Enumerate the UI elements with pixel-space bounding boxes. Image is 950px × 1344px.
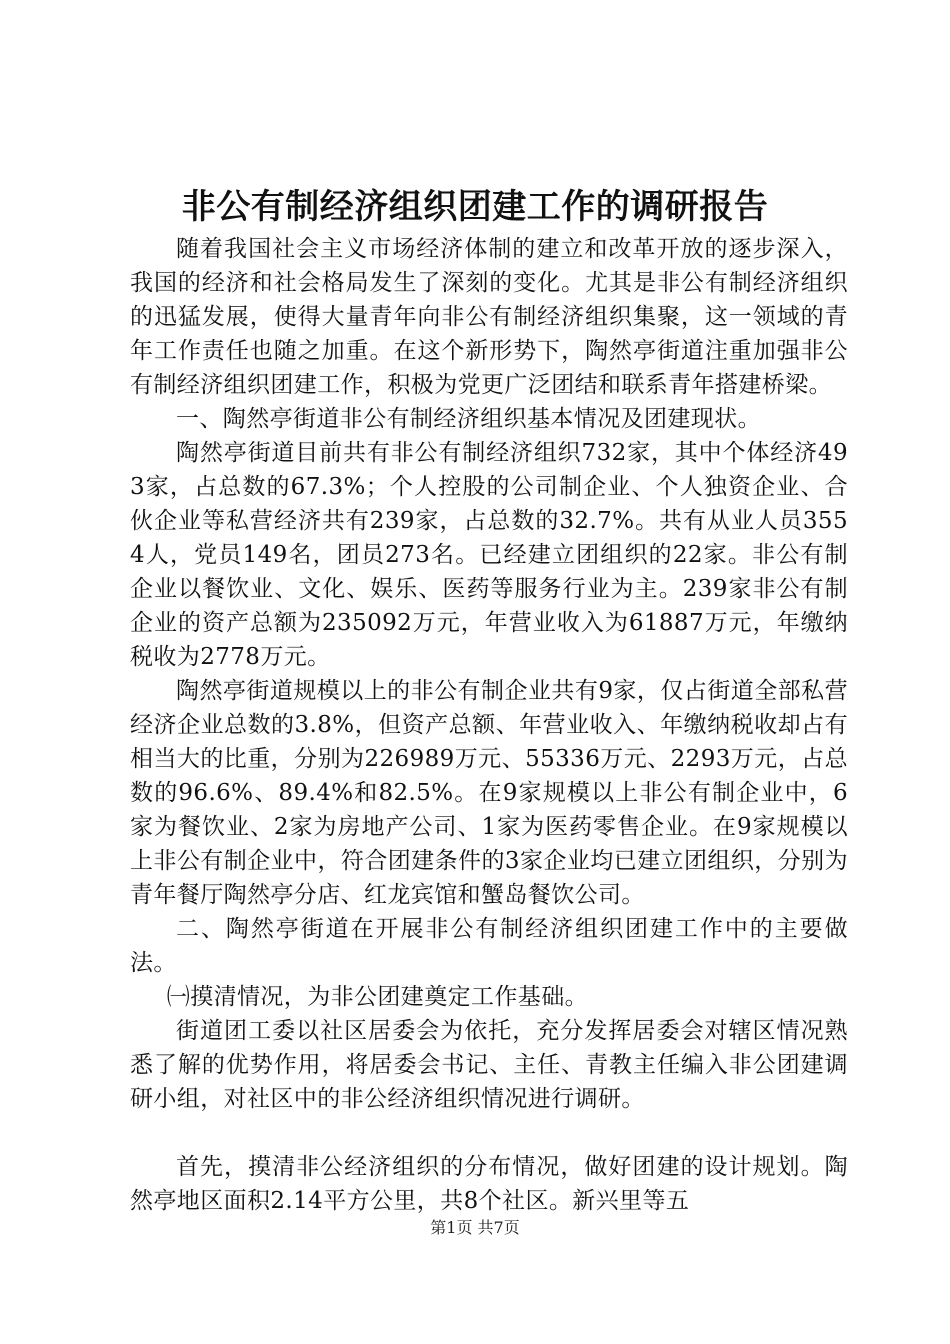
- subsection-heading-1: ㈠摸清情况，为非公团建奠定工作基础。: [166, 984, 588, 1010]
- section-heading-1: 一、陶然亭街道非公有制经济组织基本情况及团建现状。: [176, 406, 761, 432]
- paragraph-intro: 随着我国社会主义市场经济体制的建立和改革开放的逐步深入，我国的经济和社会格局发生了深刻的变化。尤其是非公有制经济组织的迅猛发展，使得大量青年向非公有制经济组织集聚，这一领域的青年工作责任也随之加重。在这个新形势下，陶然亭街道注重加强非公有制经济组织团建工作，积极为党更广泛团结和联系青年搭建桥梁。: [130, 236, 848, 398]
- page-number-footer: 第1页 共7页: [430, 1218, 520, 1237]
- document-body: [130, 232, 848, 1218]
- paragraph-first-step: 首先，摸清非公经济组织的分布情况，做好团建的设计规划。陶然亭地区面积2.14平方公里，共8个社区。新兴里等五: [130, 1154, 848, 1214]
- document-title: 非公有制经济组织团建工作的调研报告: [181, 187, 769, 227]
- paragraph-large-enterprises: 陶然亭街道规模以上的非公有制企业共有9家，仅占街道全部私营经济企业总数的3.8%，但资产总额、年营业收入、年缴纳税收却占有相当大的比重，分别为226989万元、55336万元、2293万元，占总数的96.6%、89.4%和82.5%。在9家规模以上非公有制企业中，6家为餐饮业、2家为房地产公司、1家为医药零售企业。在9家规模以上非公有制企业中，符合团建条件的3家企业均已建立团组织，分别为青年餐厅陶然亭分店、红龙宾馆和蟹岛餐饮公司。: [130, 678, 848, 908]
- paragraph-survey: 街道团工委以社区居委会为依托，充分发挥居委会对辖区情况熟悉了解的优势作用，将居委会书记、主任、青教主任编入非公团建调研小组，对社区中的非公经济组织情况进行调研。: [130, 1018, 848, 1112]
- section-heading-2: 二、陶然亭街道在开展非公有制经济组织团建工作中的主要做法。: [130, 916, 848, 976]
- paragraph-statistics: 陶然亭街道目前共有非公有制经济组织732家，其中个体经济493家，占总数的67.3%；个人控股的公司制企业、个人独资企业、合伙企业等私营经济共有239家，占总数的32.7%。共有从业人员3554人，党员149名，团员273名。已经建立团组织的22家。非公有制企业以餐饮业、文化、娱乐、医药等服务行业为主。239家非公有制企业的资产总额为235092万元，年营业收入为61887万元，年缴纳税收为2778万元。: [130, 440, 848, 670]
